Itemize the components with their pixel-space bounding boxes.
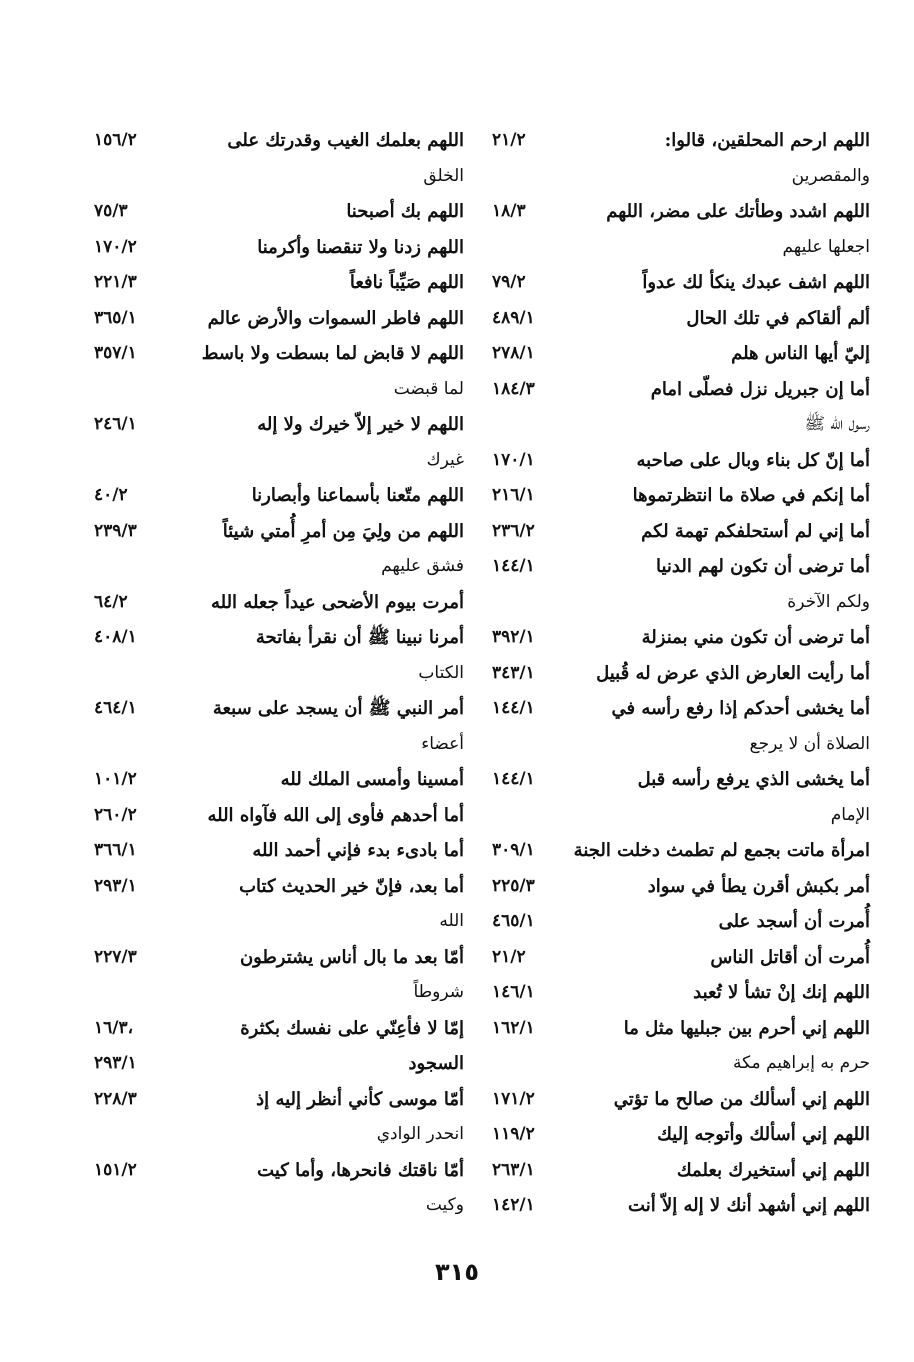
entry-reference: ١٨٤/٣ [492,378,535,399]
entry-text: الخلق [423,165,464,186]
entry-text: أما أحدهم فأوى إلى الله فآواه الله [207,804,464,826]
entry-text: اللهم اشف عبدك ينكأ لك عدواً [642,272,870,293]
index-entry [94,230,464,266]
entry-reference: ١٠١/٢ [94,769,137,789]
entry-reference: ٤٦٤/١ [94,698,137,718]
index-entry [492,585,870,621]
entry-text: والمقصرين [791,165,870,186]
entry-text: اللهم بك أصبحنا [346,201,464,222]
index-entry [94,1117,464,1153]
entry-text: الصلاة أن لا يرجع [749,733,870,754]
entry-reference: ١٤٦/١ [492,982,535,1002]
entry-text: شروطاً [413,982,464,1002]
entry-reference: ٤٨٩/١ [492,307,535,328]
index-entry [94,336,464,372]
entry-text: اللهم صَيِّباً نافعاً [349,272,464,293]
entry-text: اللهم متّعنا بأسماعنا وأبصارنا [251,485,464,506]
index-entry [492,159,870,195]
index-entry [492,904,870,940]
entry-text: أمرنا نبينا ﷺ أن نقرأ بفاتحة [255,627,464,648]
entry-text: اللهم زدنا ولا تنقصنا وأكرمنا [257,236,464,258]
entry-reference: ٢٢٥/٣ [492,875,535,896]
index-entry [94,301,464,337]
entry-text: أُمرت أن أقاتل الناس [710,946,870,968]
entry-text: أما بعد، فإنّ خير الحديث كتاب [239,875,464,897]
entry-reference: ١٥٦/٢ [94,130,137,150]
entry-reference: ٢١/٢ [492,946,526,967]
index-entry [94,869,464,905]
entry-reference: ٢٤٦/١ [94,414,137,434]
entry-text: حرم به إبراهيم مكة [732,1053,870,1073]
index-entry [94,1011,464,1047]
entry-text: أُمرت أن أسجد على [718,911,870,932]
entry-reference: ١٧٠/١ [492,449,535,470]
entry-text: أما إنكم في صلاة ما انتظرتموها [632,485,870,506]
entry-reference: ١٤٤/١ [492,698,535,718]
index-entry [94,691,464,727]
index-entry [492,656,870,692]
entry-text: أما بادىء بدء فإني أحمد الله [252,840,464,861]
entry-text: أمرت بيوم الأضحى عيداً جعله الله [210,591,464,613]
entry-reference: ١٥١/٢ [94,1159,137,1180]
index-entry [492,514,870,550]
index-entry [492,443,870,479]
entry-text: أمّا ناقتك فانحرها، وأما كيت [257,1159,464,1181]
entry-reference: ١٦٢/١ [492,1017,535,1038]
index-entry [94,833,464,869]
entry-text: إمّا لا فأعِنّي على نفسك بكثرة [240,1017,464,1039]
index-entry [94,585,464,621]
entry-text: اللهم إني أحرم بين جبليها مثل ما [623,1017,870,1039]
index-entry [94,443,464,479]
entry-reference: ١٤٢/١ [492,1195,535,1215]
entry-reference: ١٧١/٢ [492,1088,535,1109]
entry-text: اللهم إني أشهد أنك لا إله إلاّ أنت [628,1195,870,1216]
index-entry [94,727,464,763]
entry-text: اللهم إنك إنْ تشأ لا تُعبد [693,982,870,1003]
index-entry [492,1188,870,1224]
index-entry [492,1082,870,1118]
entry-reference: ٣٥٧/١ [94,343,137,363]
index-entry [94,1046,464,1082]
entry-text: انحدر الوادي [376,1124,464,1144]
entry-text: الإمام [830,804,870,825]
entry-text: أما رأيت العارض الذي عرض له قُبيل [596,662,870,684]
entry-reference: ١٨/٣ [492,201,526,221]
entry-reference: ٢٢٨/٣ [94,1088,137,1109]
index-entry [94,656,464,692]
index-entry [492,194,870,230]
entry-reference: ٣٠٩/١ [492,840,535,860]
entry-text: السجود [408,1053,464,1074]
index-entry [492,1117,870,1153]
index-entry [94,1082,464,1118]
entry-text: أما يخشى الذي يرفع رأسه قبل [637,769,870,790]
index-entry [492,301,870,337]
entry-text: اجعلها عليهم [782,236,870,257]
entry-reference: ٢٩٣/١ [94,1053,137,1073]
index-entry [94,514,464,550]
left-index-column [94,123,464,1233]
entry-reference: ٤٠/٢ [94,485,128,505]
entry-text: لما قبضت [393,378,464,399]
entry-text: الله [439,911,464,931]
index-entry [492,1011,870,1047]
index-entry [94,549,464,585]
entry-reference: ٢٢١/٣ [94,272,137,292]
entry-text: أمر بكبش أقرن يطأ في سواد [647,875,870,897]
entry-text: اللهم بعلمك الغيب وقدرتك على [227,130,464,151]
entry-reference: ١٧٠/٢ [94,236,137,257]
index-entry [492,478,870,514]
entry-reference: ٣٤٣/١ [492,662,535,683]
entry-text: اللهم لا قابض لما بسطت ولا باسط [201,343,464,364]
index-entry [492,869,870,905]
entry-reference: ٢٢٧/٣ [94,946,137,967]
entry-text: الكتاب [418,662,464,683]
index-entry [94,159,464,195]
entry-reference: ٤٠٨/١ [94,627,137,647]
index-entry [94,798,464,834]
entry-text: أمّا بعد ما بال أناس يشترطون [239,946,464,968]
entry-reference: ٢١٦/١ [492,485,535,505]
index-entry [94,123,464,159]
index-entry [94,620,464,656]
entry-reference: ٢٣٩/٣ [94,520,137,541]
entry-text: أمّا موسى كأني أنظر إليه إذ [256,1088,464,1110]
entry-reference: ٦٤/٢ [94,591,128,612]
entry-text: اللهم فاطر السموات والأرض عالم [207,307,464,329]
entry-text: إليّ أيها الناس هلم [731,343,870,364]
entry-text: امرأة ماتت بجمع لم تطمث دخلت الجنة [573,840,870,861]
entry-reference: ٢٧٨/١ [492,343,535,363]
entry-text: اللهم اشدد وطأتك على مضر، اللهم [606,201,870,222]
entry-text: اللهم إني أسألك من صالح ما تؤتي [613,1088,870,1110]
index-entry [492,372,870,408]
entry-reference: ٢٣٦/٢ [492,520,535,541]
entry-reference: ٧٩/٢ [492,272,526,292]
entry-reference: ١١٩/٢ [492,1124,535,1144]
entry-reference: ٢٩٣/١ [94,875,137,896]
entry-text: ولكم الآخرة [787,591,870,612]
index-entry [94,762,464,798]
entry-reference: ٧٥/٣ [94,201,128,221]
entry-text: رسول الله ﷺ [804,414,870,434]
index-entry [492,975,870,1011]
page-number: ٣١٥ [435,1258,479,1286]
index-entry [492,691,870,727]
entry-text: أما ترضى أن تكون لهم الدنيا [656,556,870,577]
index-entry [94,407,464,443]
entry-reference: ٢١/٢ [492,130,526,150]
entry-reference: ٢٦٠/٢ [94,804,137,825]
entry-text: اللهم إني أسألك وأتوجه إليك [657,1124,870,1145]
index-entry [492,407,870,443]
entry-reference: ٤٦٥/١ [492,911,535,931]
index-entry [94,372,464,408]
index-entry [492,833,870,869]
entry-text: اللهم ارحم المحلقين، قالوا: [664,130,870,151]
entry-text: أمر النبي ﷺ أن يسجد على سبعة [212,698,464,719]
entry-text: اللهم من ولِيَ مِن أمرِ أُمتي شيئاً [222,520,464,542]
entry-text: غيرك [426,449,464,470]
index-entry [94,940,464,976]
index-entry [492,123,870,159]
entry-text: فشق عليهم [381,556,464,576]
index-entry [492,620,870,656]
entry-text: أمسينا وأمسى الملك لله [280,769,464,790]
entry-text: أما يخشى أحدكم إذا رفع رأسه في [611,698,870,719]
index-entry [492,336,870,372]
entry-text: اللهم لا خير إلاّ خيرك ولا إله [257,414,464,435]
index-entry [492,940,870,976]
entry-text: أما إني لم أستحلفكم تهمة لكم [641,520,870,542]
index-entry [94,478,464,514]
index-entry [492,265,870,301]
index-entry [492,1153,870,1189]
entry-text: أما إنّ كل بناء وبال على صاحبه [636,449,870,471]
index-entry [492,762,870,798]
index-entry [94,1153,464,1189]
entry-reference: ١٤٤/١ [492,769,535,789]
index-entry [492,1046,870,1082]
entry-reference: ٣٦٦/١ [94,840,137,860]
index-entry [94,1188,464,1224]
index-entry [492,727,870,763]
index-entry [94,975,464,1011]
entry-text: وكيت [425,1195,464,1215]
index-entry [492,798,870,834]
entry-reference: ١٦/٣، [94,1017,134,1038]
entry-reference: ٣٦٥/١ [94,307,137,328]
index-entry [94,904,464,940]
entry-text: أما ترضى أن تكون مني بمنزلة [641,627,870,648]
entry-reference: ٢٦٣/١ [492,1159,535,1180]
entry-reference: ١٤٤/١ [492,556,535,576]
index-entry [94,265,464,301]
entry-text: اللهم إني أستخيرك بعلمك [676,1159,870,1181]
right-index-column [492,123,870,1233]
entry-text: أعضاء [421,733,464,754]
index-entry [492,549,870,585]
index-entry [94,194,464,230]
index-entry [492,230,870,266]
entry-text: أما إن جبريل نزل فصلّى امام [650,378,870,400]
entry-text: ألم ألقاكم في تلك الحال [686,307,870,329]
entry-reference: ٣٩٢/١ [492,627,535,647]
